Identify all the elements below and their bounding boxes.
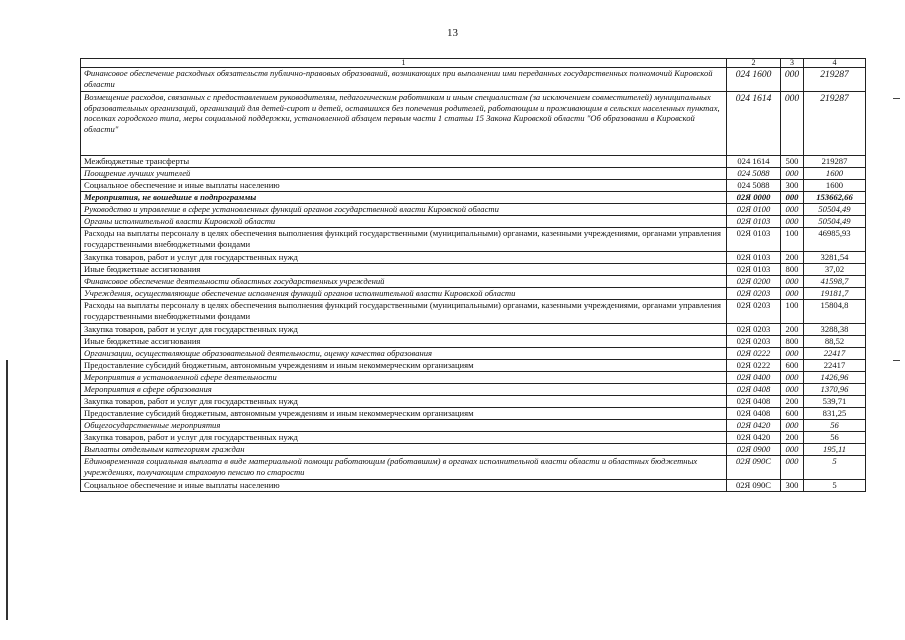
row-expense-kind: 200 [781,432,804,444]
row-code: 02Я 0200 [727,276,781,288]
row-amount: 56 [804,432,866,444]
row-name: Организации, осуществляющие образовательной деятельности, оценку качества образования [81,348,727,360]
row-expense-kind: 500 [781,156,804,168]
row-name: Иные бюджетные ассигнования [81,336,727,348]
table-row [81,396,866,408]
row-amount: 41598,7 [804,276,866,288]
row-code: 02Я 090С [727,480,781,492]
row-expense-kind: 000 [781,420,804,432]
row-name: Поощрение лучших учителей [81,168,727,180]
row-expense-kind: 800 [781,264,804,276]
row-code: 024 1614 [727,156,781,168]
row-amount: 1370,96 [804,384,866,396]
row-code: 02Я 0100 [727,204,781,216]
row-name: Закупка товаров, работ и услуг для государственных нужд [81,324,727,336]
row-name: Мероприятия в установленной сфере деятельности [81,372,727,384]
row-expense-kind: 100 [781,300,804,324]
row-code: 02Я 0408 [727,408,781,420]
row-code: 02Я 0203 [727,288,781,300]
table-row [81,360,866,372]
row-expense-kind: 000 [781,276,804,288]
row-expense-kind: 200 [781,396,804,408]
row-name: Единовременная социальная выплата в виде материальной помощи работающим (работавшим) в органах исполнительной власти области и областных бюджетных учреждениях, получающим страховую пенсию по старости [81,456,727,480]
row-amount: 46985,93 [804,228,866,252]
row-expense-kind: 000 [781,444,804,456]
column-number-3: 3 [781,59,804,68]
row-name: Закупка товаров, работ и услуг для государственных нужд [81,396,727,408]
row-code: 02Я 0420 [727,420,781,432]
row-name: Органы исполнительной власти Кировской области [81,216,727,228]
table-row [81,408,866,420]
table-row [81,192,866,204]
row-code: 02Я 0103 [727,216,781,228]
table-row [81,204,866,216]
row-code: 024 5088 [727,168,781,180]
row-amount: 22417 [804,348,866,360]
row-code: 02Я 0203 [727,324,781,336]
row-name: Мероприятия, не вошедшие в подпрограммы [81,192,727,204]
table-row [81,288,866,300]
row-name: Мероприятия в сфере образования [81,384,727,396]
row-code: 02Я 0103 [727,228,781,252]
column-number-row [81,59,866,68]
scan-edge-mark [893,360,900,361]
row-code: 02Я 0900 [727,444,781,456]
row-code: 024 1600 [727,68,781,92]
row-code: 024 1614 [727,92,781,156]
table-row [81,456,866,480]
row-code: 02Я 0408 [727,396,781,408]
row-code: 02Я 0222 [727,360,781,372]
table-row [81,300,866,324]
row-name: Предоставление субсидий бюджетным, автономным учреждениям и иным некоммерческим организациям [81,360,727,372]
row-code: 02Я 0222 [727,348,781,360]
table-row [81,168,866,180]
row-code: 02Я 0203 [727,300,781,324]
row-expense-kind: 200 [781,324,804,336]
row-name: Расходы на выплаты персоналу в целях обеспечения выполнения функций государственными (муниципальными) органами, казенными учреждениями, органами управления государственными внебюджетными фондами [81,228,727,252]
row-expense-kind: 000 [781,68,804,92]
page-number: 13 [447,27,458,39]
row-name: Финансовое обеспечение деятельности областных государственных учреждений [81,276,727,288]
row-expense-kind: 000 [781,384,804,396]
row-code: 02Я 090С [727,456,781,480]
row-expense-kind: 000 [781,216,804,228]
table-row [81,156,866,168]
row-amount: 50504,49 [804,204,866,216]
row-amount: 56 [804,420,866,432]
row-expense-kind: 300 [781,180,804,192]
column-number-2: 2 [727,59,781,68]
table-row [81,432,866,444]
table-row [81,264,866,276]
row-amount: 1600 [804,180,866,192]
scan-edge-line [6,360,8,620]
row-amount: 37,02 [804,264,866,276]
table-row [81,372,866,384]
table-row [81,180,866,192]
row-name: Иные бюджетные ассигнования [81,264,727,276]
row-code: 02Я 0400 [727,372,781,384]
table-row [81,444,866,456]
row-expense-kind: 100 [781,228,804,252]
row-amount: 219287 [804,68,866,92]
row-code: 024 5088 [727,180,781,192]
row-code: 02Я 0408 [727,384,781,396]
row-amount: 3288,38 [804,324,866,336]
row-name: Возмещение расходов, связанных с предоставлением руководителям, педагогическим работникам и иным специалистам (за исключением совместителей) муниципальных образовательных организаций, организаций для детей-сирот и детей, оставшихся без попечения родителей, работающим и проживающим в сельских населенных пунктах, поселках городского типа, меры социальной поддержки, установленной абзацем первым части 1 статьи 15 Закона Кировской области "Об образовании в Кировской области" [81,92,727,156]
row-amount: 88,52 [804,336,866,348]
row-code: 02Я 0203 [727,336,781,348]
table-body [81,59,866,492]
row-expense-kind: 000 [781,288,804,300]
row-name: Финансовое обеспечение расходных обязательств публично-правовых образований, возникающих при выполнении ими переданных государственных полномочий Кировской области [81,68,727,92]
row-expense-kind: 000 [781,92,804,156]
row-amount: 195,11 [804,444,866,456]
table-row [81,92,866,156]
table-row [81,216,866,228]
row-name: Расходы на выплаты персоналу в целях обеспечения выполнения функций государственными (муниципальными) органами, казенными учреждениями, органами управления государственными внебюджетными фондами [81,300,727,324]
row-code: 02Я 0103 [727,264,781,276]
row-code: 02Я 0000 [727,192,781,204]
table-row [81,420,866,432]
row-expense-kind: 000 [781,348,804,360]
row-name: Межбюджетные трансферты [81,156,727,168]
row-amount: 22417 [804,360,866,372]
table-row [81,252,866,264]
row-name: Выплаты отдельным категориям граждан [81,444,727,456]
row-amount: 5 [804,480,866,492]
row-name: Социальное обеспечение и иные выплаты населению [81,180,727,192]
row-amount: 1600 [804,168,866,180]
table-row [81,480,866,492]
row-amount: 539,71 [804,396,866,408]
row-expense-kind: 300 [781,480,804,492]
row-amount: 15804,8 [804,300,866,324]
row-expense-kind: 600 [781,360,804,372]
row-amount: 219287 [804,92,866,156]
row-amount: 153662,66 [804,192,866,204]
row-expense-kind: 600 [781,408,804,420]
column-number-1: 1 [81,59,727,68]
row-name: Закупка товаров, работ и услуг для государственных нужд [81,432,727,444]
table-row [81,324,866,336]
row-expense-kind: 200 [781,252,804,264]
row-name: Закупка товаров, работ и услуг для государственных нужд [81,252,727,264]
row-expense-kind: 800 [781,336,804,348]
row-amount: 1426,96 [804,372,866,384]
row-amount: 3281,54 [804,252,866,264]
budget-table [80,58,866,492]
row-expense-kind: 000 [781,456,804,480]
column-number-4: 4 [804,59,866,68]
row-expense-kind: 000 [781,168,804,180]
row-name: Общегосударственные мероприятия [81,420,727,432]
table-row [81,276,866,288]
row-code: 02Я 0103 [727,252,781,264]
row-name: Руководство и управление в сфере установленных функций органов государственной власти Кировской области [81,204,727,216]
row-name: Учреждения, осуществляющие обеспечение исполнения функций органов исполнительной власти Кировской области [81,288,727,300]
table-row [81,228,866,252]
scan-edge-mark [893,98,900,99]
row-amount: 50504,49 [804,216,866,228]
row-amount: 19181,7 [804,288,866,300]
row-expense-kind: 000 [781,204,804,216]
row-name: Социальное обеспечение и иные выплаты населению [81,480,727,492]
row-amount: 219287 [804,156,866,168]
table-row [81,348,866,360]
table-row [81,336,866,348]
row-expense-kind: 000 [781,372,804,384]
table-row [81,384,866,396]
table-row [81,68,866,92]
row-expense-kind: 000 [781,192,804,204]
row-name: Предоставление субсидий бюджетным, автономным учреждениям и иным некоммерческим организациям [81,408,727,420]
row-amount: 5 [804,456,866,480]
row-code: 02Я 0420 [727,432,781,444]
row-amount: 831,25 [804,408,866,420]
